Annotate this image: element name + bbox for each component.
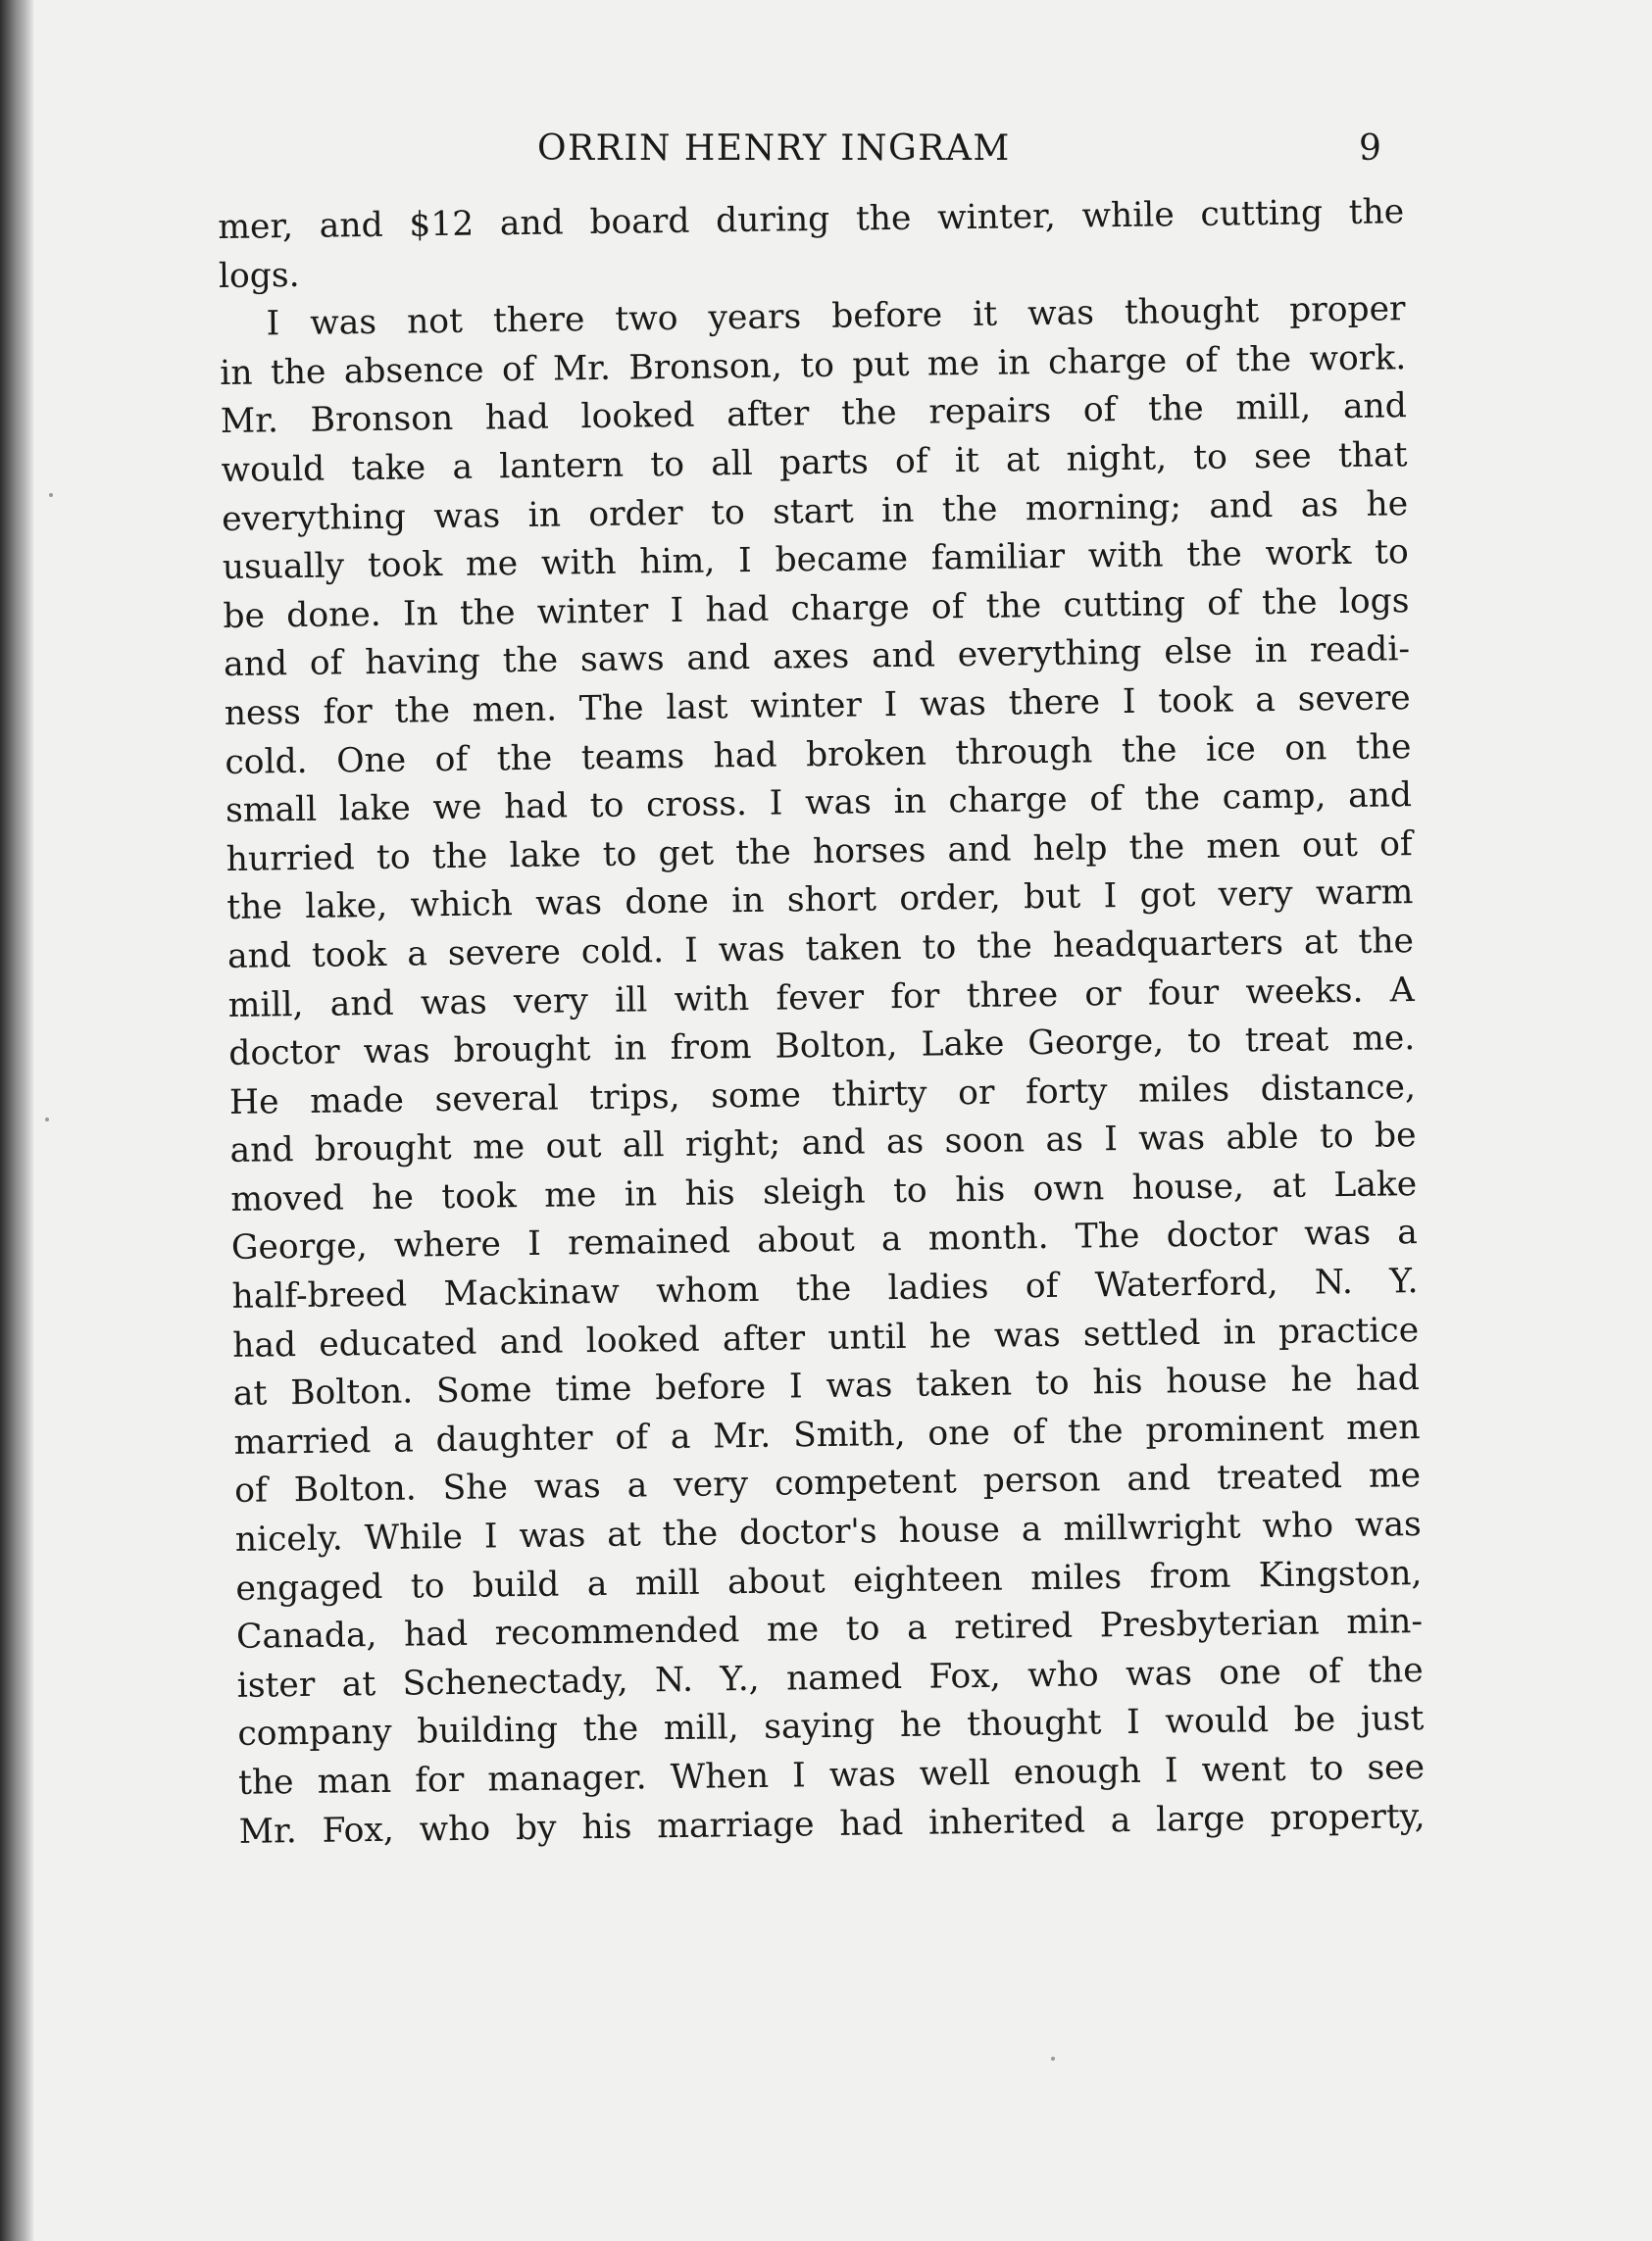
text-line: engaged to build a mill about eighteen miles from Kingston, bbox=[235, 1553, 1423, 1609]
text-line: and brought me out all right; and as soon as I was able to be bbox=[229, 1116, 1417, 1171]
text-line: small lake we had to cross. I was in charge of the camp, and bbox=[225, 775, 1413, 831]
text-line: mer, and $12 and board during the winter, while cutting the bbox=[218, 192, 1405, 247]
running-title: ORRIN HENRY INGRAM bbox=[537, 128, 1011, 169]
text-line: would take a lantern to all parts of it at night, to see that bbox=[221, 435, 1408, 490]
text-line: nicely. While I was at the doctor's house a millwright who was bbox=[234, 1505, 1422, 1560]
body-text bbox=[218, 188, 1426, 1857]
text-line: half-breed Mackinaw whom the ladies of Waterford, N. Y. bbox=[231, 1262, 1419, 1317]
text-line: the man for manager. When I was well enough I went to see bbox=[237, 1748, 1426, 1803]
text-line: ness for the men. The last winter I was there I took a severe bbox=[224, 678, 1411, 733]
text-line: at Bolton. Some time before I was taken to his house he had bbox=[232, 1359, 1421, 1415]
text-line: and took a severe cold. I was taken to the headquarters at the bbox=[226, 921, 1415, 976]
text-line: married a daughter of a Mr. Smith, one of the prominent men bbox=[233, 1407, 1421, 1463]
text-line: usually took me with him, I became familiar with the work to bbox=[222, 532, 1410, 588]
book-spine-shadow bbox=[0, 0, 33, 2241]
text-line: company building the mill, saying he thought I would be just bbox=[237, 1699, 1425, 1755]
paper-speck bbox=[49, 493, 53, 497]
text-line: George, where I remained about a month. The doctor was a bbox=[230, 1213, 1419, 1269]
paper-speck bbox=[1051, 2057, 1055, 2061]
text-line: Canada, had recommended me to a retired Presbyterian min- bbox=[235, 1602, 1424, 1658]
paper-speck bbox=[45, 1118, 49, 1121]
text-line: Mr. Bronson had looked after the repairs of the mill, and bbox=[220, 386, 1408, 442]
text-line: and of having the saws and axes and everything else in readi- bbox=[223, 629, 1411, 685]
text-line: moved he took me in his sleigh to his own house, at Lake bbox=[230, 1164, 1418, 1220]
text-line: of Bolton. She was a very competent person and treated me bbox=[233, 1456, 1422, 1512]
text-line: ister at Schenectady, N. Y., named Fox, who was one of the bbox=[236, 1650, 1424, 1706]
text-line: be done. In the winter I had charge of the cutting of the logs bbox=[223, 580, 1410, 636]
text-line: hurried to the lake to get the horses and help the men out of bbox=[225, 823, 1413, 879]
text-line: had educated and looked after until he was settled in practice bbox=[231, 1310, 1420, 1366]
text-line: the lake, which was done in short order, but I got very warm bbox=[226, 872, 1414, 928]
page-number: 9 bbox=[1359, 128, 1381, 169]
text-line: He made several trips, some thirty or forty miles distance, bbox=[228, 1067, 1417, 1122]
text-line: everything was in order to start in the morning; and as he bbox=[221, 483, 1409, 539]
text-line: Mr. Fox, who by his marriage had inherited a large property, bbox=[238, 1796, 1426, 1852]
text-line: I was not there two years before it was thought proper bbox=[266, 289, 1406, 344]
page-header bbox=[0, 120, 1652, 178]
text-line: logs. bbox=[218, 255, 300, 296]
text-line: in the absence of Mr. Bronson, to put me in charge of the work. bbox=[219, 337, 1407, 393]
text-line: cold. One of the teams had broken through the ice on the bbox=[225, 726, 1412, 782]
text-line: mill, and was very ill with fever for three or four weeks. A bbox=[227, 970, 1415, 1025]
text-line: doctor was brought in from Bolton, Lake George, to treat me. bbox=[228, 1019, 1416, 1074]
